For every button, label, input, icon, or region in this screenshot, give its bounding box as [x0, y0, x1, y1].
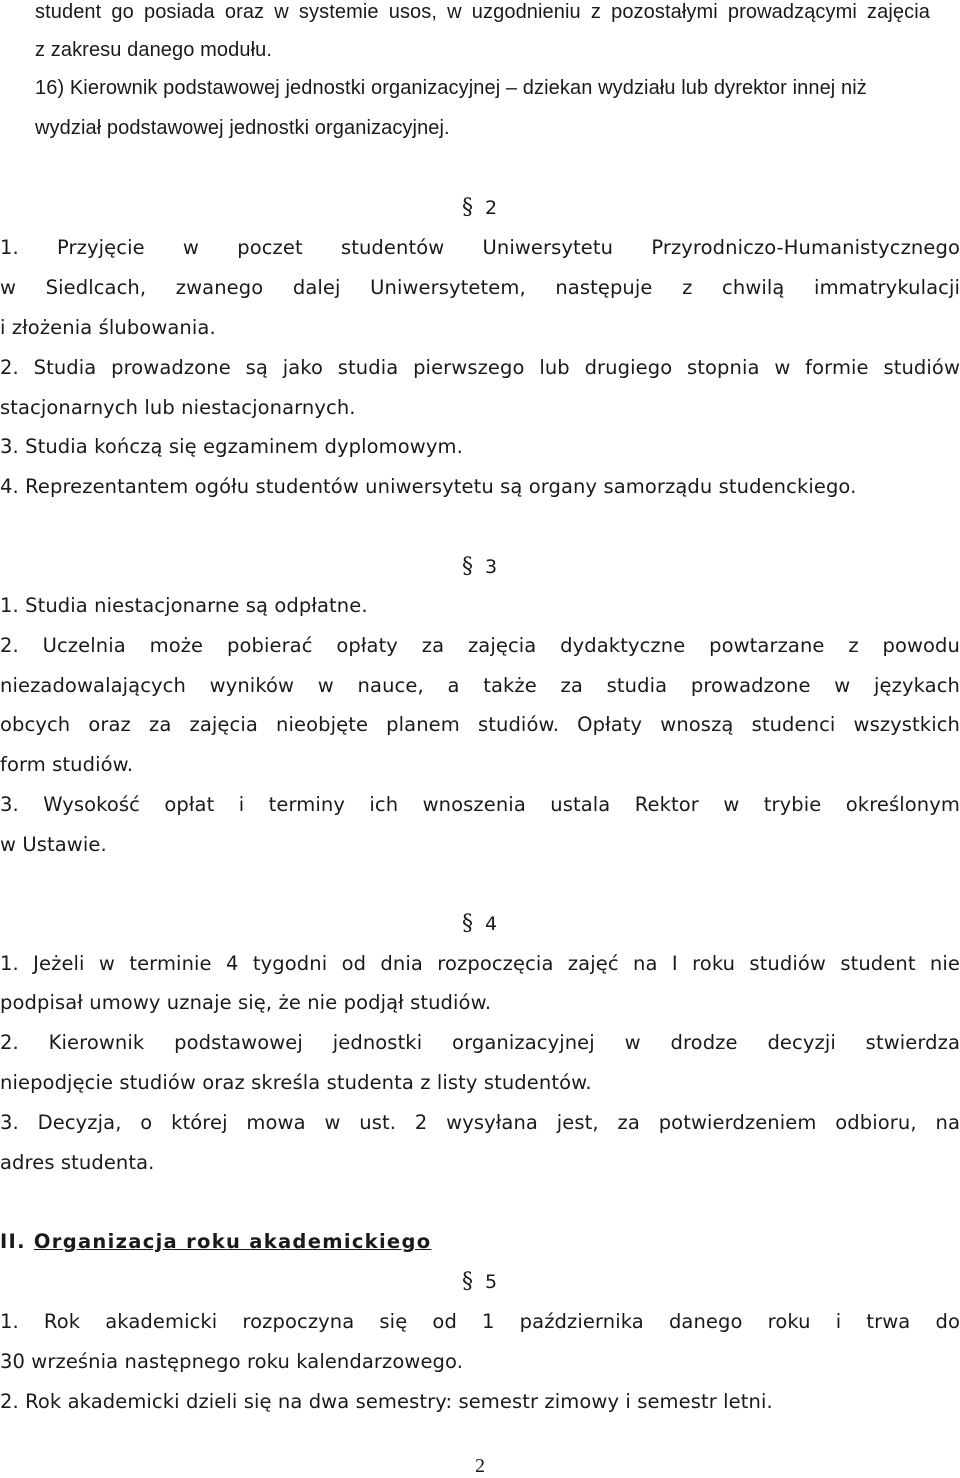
section-symbol: § [462, 195, 473, 220]
s3-p3-line-1: 3. Wysokość opłat i terminy ich wnoszenia ustala Rektor w trybie określonym [0, 793, 960, 816]
s5-p2: 2. Rok akademicki dzieli się na dwa semestry: semestr zimowy i semestr letni. [0, 1390, 773, 1413]
section-symbol: § [462, 911, 473, 936]
section-5-heading [462, 1270, 497, 1294]
s3-p2-line-2: niezadowalających wyników w nauce, a także za studia prowadzone w językach [0, 674, 960, 697]
s3-p2-line-1: 2. Uczelnia może pobierać opłaty za zajęcia dydaktyczne powtarzane z powodu [0, 634, 960, 657]
s4-p2-line-2: niepodjęcie studiów oraz skreśla studenta z listy studentów. [0, 1071, 592, 1094]
intro-line-1: student go posiada oraz w systemie usos, w uzgodnieniu z pozostałymi prowadzącymi zajęcia [35, 1, 930, 23]
s4-p1-line-1: 1. Jeżeli w terminie 4 tygodni od dnia rozpoczęcia zajęć na I roku studiów student nie [0, 952, 960, 975]
s2-p4: 4. Reprezentantem ogółu studentów uniwersytetu są organy samorządu studenckiego. [0, 475, 857, 498]
section-symbol: § [462, 554, 473, 579]
section-number: 5 [485, 1271, 498, 1293]
section-symbol: § [462, 1269, 473, 1294]
s3-p2-line-3: obcych oraz za zajęcia nieobjęte planem studiów. Opłaty wnoszą studenci wszystkich [0, 713, 960, 736]
intro-line-3: 16) Kierownik podstawowej jednostki organizacyjnej – dziekan wydziału lub dyrektor innej niż [35, 77, 867, 99]
s2-p1-line-3: i złożenia ślubowania. [0, 316, 216, 339]
section-number: 3 [485, 556, 498, 578]
s5-p1-line-2: 30 września następnego roku kalendarzowego. [0, 1350, 464, 1373]
chapter-title: Organizacja roku akademickiego [33, 1230, 432, 1253]
s3-p2-line-4: form studiów. [0, 753, 134, 776]
s2-p2-line-2: stacjonarnych lub niestacjonarnych. [0, 396, 356, 419]
section-number: 4 [485, 913, 498, 935]
intro-line-4: wydział podstawowej jednostki organizacyjnej. [35, 117, 450, 139]
s2-p1-line-2: w Siedlcach, zwanego dalej Uniwersytetem, następuje z chwilą immatrykulacji [0, 276, 960, 299]
intro-line-2: z zakresu danego modułu. [35, 39, 272, 61]
section-2-heading [462, 196, 497, 220]
section-4-heading [462, 912, 497, 936]
chapter-heading [0, 1230, 960, 1254]
s4-p1-line-2: podpisał umowy uznaje się, że nie podjął studiów. [0, 991, 492, 1014]
s4-p3-line-1: 3. Decyzja, o której mowa w ust. 2 wysyłana jest, za potwierdzeniem odbioru, na [0, 1111, 960, 1134]
section-3-heading [462, 555, 497, 579]
s3-p1: 1. Studia niestacjonarne są odpłatne. [0, 594, 368, 617]
page-number: 2 [475, 1455, 485, 1477]
s4-p3-line-2: adres studenta. [0, 1151, 155, 1174]
s4-p2-line-1: 2. Kierownik podstawowej jednostki organizacyjnej w drodze decyzji stwierdza [0, 1031, 960, 1054]
s2-p2-line-1: 2. Studia prowadzone są jako studia pierwszego lub drugiego stopnia w formie studiów [0, 356, 960, 379]
s2-p3: 3. Studia kończą się egzaminem dyplomowym. [0, 435, 463, 458]
s5-p1-line-1: 1. Rok akademicki rozpoczyna się od 1 października danego roku i trwa do [0, 1310, 960, 1333]
section-number: 2 [485, 197, 498, 219]
chapter-number: II. [0, 1230, 26, 1253]
s3-p3-line-2: w Ustawie. [0, 833, 107, 856]
s2-p1-line-1: 1. Przyjęcie w poczet studentów Uniwersytetu Przyrodniczo-Humanistycznego [0, 236, 960, 259]
